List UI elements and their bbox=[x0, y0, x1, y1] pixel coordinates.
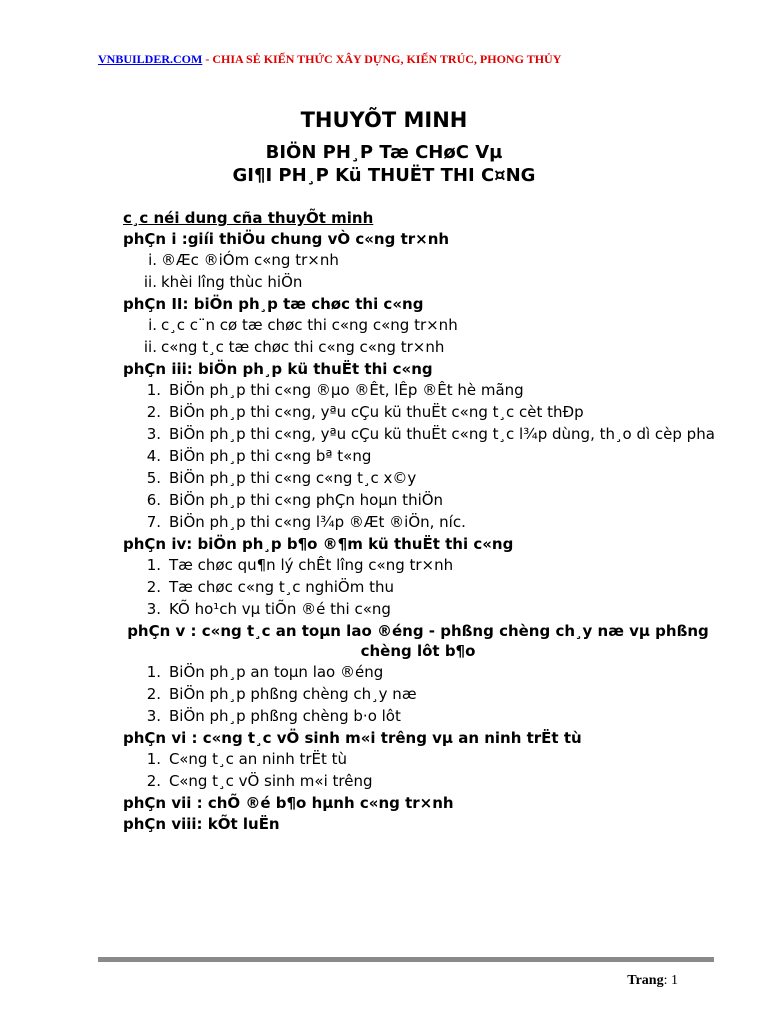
list-item bbox=[123, 271, 723, 293]
page-footer bbox=[627, 973, 678, 989]
list-item bbox=[123, 336, 723, 358]
list-item bbox=[123, 489, 723, 511]
list-item-number: 2. bbox=[146, 772, 161, 790]
page-number: 1 bbox=[671, 973, 678, 988]
list-item-text: BiÖn ph¸p thi c«ng ®µo ®Êt, lÊp ®Êt hè mãng bbox=[169, 381, 524, 399]
section-heading: phÇn iii: biÖn ph¸p kü thuËt thi c«ng bbox=[123, 360, 433, 378]
site-link[interactable]: VNBUILDER.COM bbox=[98, 52, 203, 66]
list-item-text: ®Æc ®iÓm c«ng tr×nh bbox=[161, 251, 339, 269]
page-header bbox=[98, 52, 718, 67]
list-item bbox=[123, 314, 723, 336]
list-item bbox=[123, 683, 723, 705]
list-item-text: C«ng t¸c vÖ sinh m«i trêng bbox=[169, 772, 373, 790]
list-item-number: 1. bbox=[146, 556, 161, 574]
list-item-number: 4. bbox=[146, 447, 161, 465]
list-item-text: Tæ chøc qu¶n lý chÊt lîng c«ng tr×nh bbox=[169, 556, 454, 574]
list-item-number: 7. bbox=[146, 513, 161, 531]
list-item-text: BiÖn ph¸p thi c«ng bª t«ng bbox=[169, 447, 372, 465]
site-tagline: - CHIA SẺ KIẾN THỨC XÂY DỰNG, KIẾN TRÚC, PHONG THỦY bbox=[202, 52, 562, 66]
list-item bbox=[123, 554, 723, 576]
list-item-number: 2. bbox=[146, 578, 161, 596]
toc-sections bbox=[123, 229, 723, 834]
section-heading: phÇn vi : c«ng t¸c vÖ sinh m«i trêng vµ an ninh trËt tù bbox=[123, 729, 582, 747]
list-item-number: 3. bbox=[146, 600, 161, 618]
list-item bbox=[123, 576, 723, 598]
list-item bbox=[123, 401, 723, 423]
list-item-number: 1. bbox=[146, 663, 161, 681]
document-subtitle-line1: BIÖN PH¸P Tæ CHøC Vµ bbox=[265, 142, 503, 163]
toc-heading: c¸c néi dung cña thuyÕt minh bbox=[123, 209, 374, 227]
list-item bbox=[123, 661, 723, 683]
list-item bbox=[123, 445, 723, 467]
document-subtitle-line2: GI¶I PH¸P Kü THUËT THI C¤NG bbox=[232, 165, 536, 186]
list-item bbox=[123, 379, 723, 401]
list-item-number: 3. bbox=[146, 425, 161, 443]
list-item-number: 2. bbox=[146, 403, 161, 421]
list-item-text: c¸c c¨n cø tæ chøc thi c«ng c«ng tr×nh bbox=[161, 316, 458, 334]
section-heading: phÇn v : c«ng t¸c an toµn lao ®éng - phßng chèng ch¸y næ vµ phßng chèng lôt b¶o bbox=[127, 622, 709, 660]
page-separator: : bbox=[663, 973, 671, 988]
section-heading: phÇn i :giíi thiÖu chung vÒ c«ng tr×nh bbox=[123, 230, 450, 248]
list-item bbox=[123, 748, 723, 770]
list-item-number: 1. bbox=[146, 750, 161, 768]
list-item-text: Tæ chøc c«ng t¸c nghiÖm thu bbox=[169, 578, 395, 596]
list-item-text: BiÖn ph¸p phßng chèng ch¸y næ bbox=[169, 685, 417, 703]
list-item-text: BiÖn ph¸p thi c«ng, yªu cÇu kü thuËt c«ng t¸c cèt thÐp bbox=[169, 403, 584, 421]
document-title: THUYÕT MINH bbox=[300, 108, 468, 132]
list-item bbox=[123, 467, 723, 489]
list-item-number: i. bbox=[148, 251, 157, 269]
list-item-text: khèi lîng thùc hiÖn bbox=[161, 273, 303, 291]
list-item-text: BiÖn ph¸p thi c«ng phÇn hoµn thiÖn bbox=[169, 491, 444, 509]
list-item-text: KÕ ho¹ch vµ tiÕn ®é thi c«ng bbox=[169, 600, 391, 618]
footer-divider bbox=[98, 957, 714, 962]
list-item-text: BiÖn ph¸p thi c«ng l¾p ®Æt ®iÖn, níc. bbox=[169, 513, 466, 531]
list-item-text: BiÖn ph¸p thi c«ng c«ng t¸c x©y bbox=[169, 469, 417, 487]
list-item-number: 5. bbox=[146, 469, 161, 487]
list-item-text: BiÖn ph¸p phßng chèng b·o lôt bbox=[169, 707, 401, 725]
list-item-number: 3. bbox=[146, 707, 161, 725]
list-item bbox=[123, 598, 723, 620]
list-item-text: c«ng t¸c tæ chøc thi c«ng c«ng tr×nh bbox=[161, 338, 445, 356]
section-heading: phÇn viii: kÕt luËn bbox=[123, 815, 280, 833]
list-item bbox=[123, 705, 723, 727]
list-item-text: BiÖn ph¸p thi c«ng, yªu cÇu kü thuËt c«ng t¸c l¾p dùng, th¸o dì cèp pha bbox=[169, 425, 715, 443]
section-heading: phÇn vii : chÕ ®é b¶o hµnh c«ng tr×nh bbox=[123, 794, 454, 812]
list-item bbox=[123, 511, 723, 533]
list-item bbox=[123, 423, 723, 445]
page-label: Trang bbox=[627, 973, 664, 988]
list-item-text: C«ng t¸c an ninh trËt tù bbox=[169, 750, 348, 768]
section-heading: phÇn II: biÖn ph¸p tæ chøc thi c«ng bbox=[123, 295, 424, 313]
list-item-number: 2. bbox=[146, 685, 161, 703]
table-of-contents bbox=[123, 208, 723, 834]
list-item-number: 1. bbox=[146, 381, 161, 399]
list-item bbox=[123, 770, 723, 792]
list-item-text: BiÖn ph¸p an toµn lao ®éng bbox=[169, 663, 384, 681]
list-item-number: ii. bbox=[143, 338, 157, 356]
list-item bbox=[123, 249, 723, 271]
list-item-number: 6. bbox=[146, 491, 161, 509]
section-heading: phÇn iv: biÖn ph¸p b¶o ®¶m kü thuËt thi c«ng bbox=[123, 535, 514, 553]
list-item-number: ii. bbox=[143, 273, 157, 291]
list-item-number: i. bbox=[148, 316, 157, 334]
